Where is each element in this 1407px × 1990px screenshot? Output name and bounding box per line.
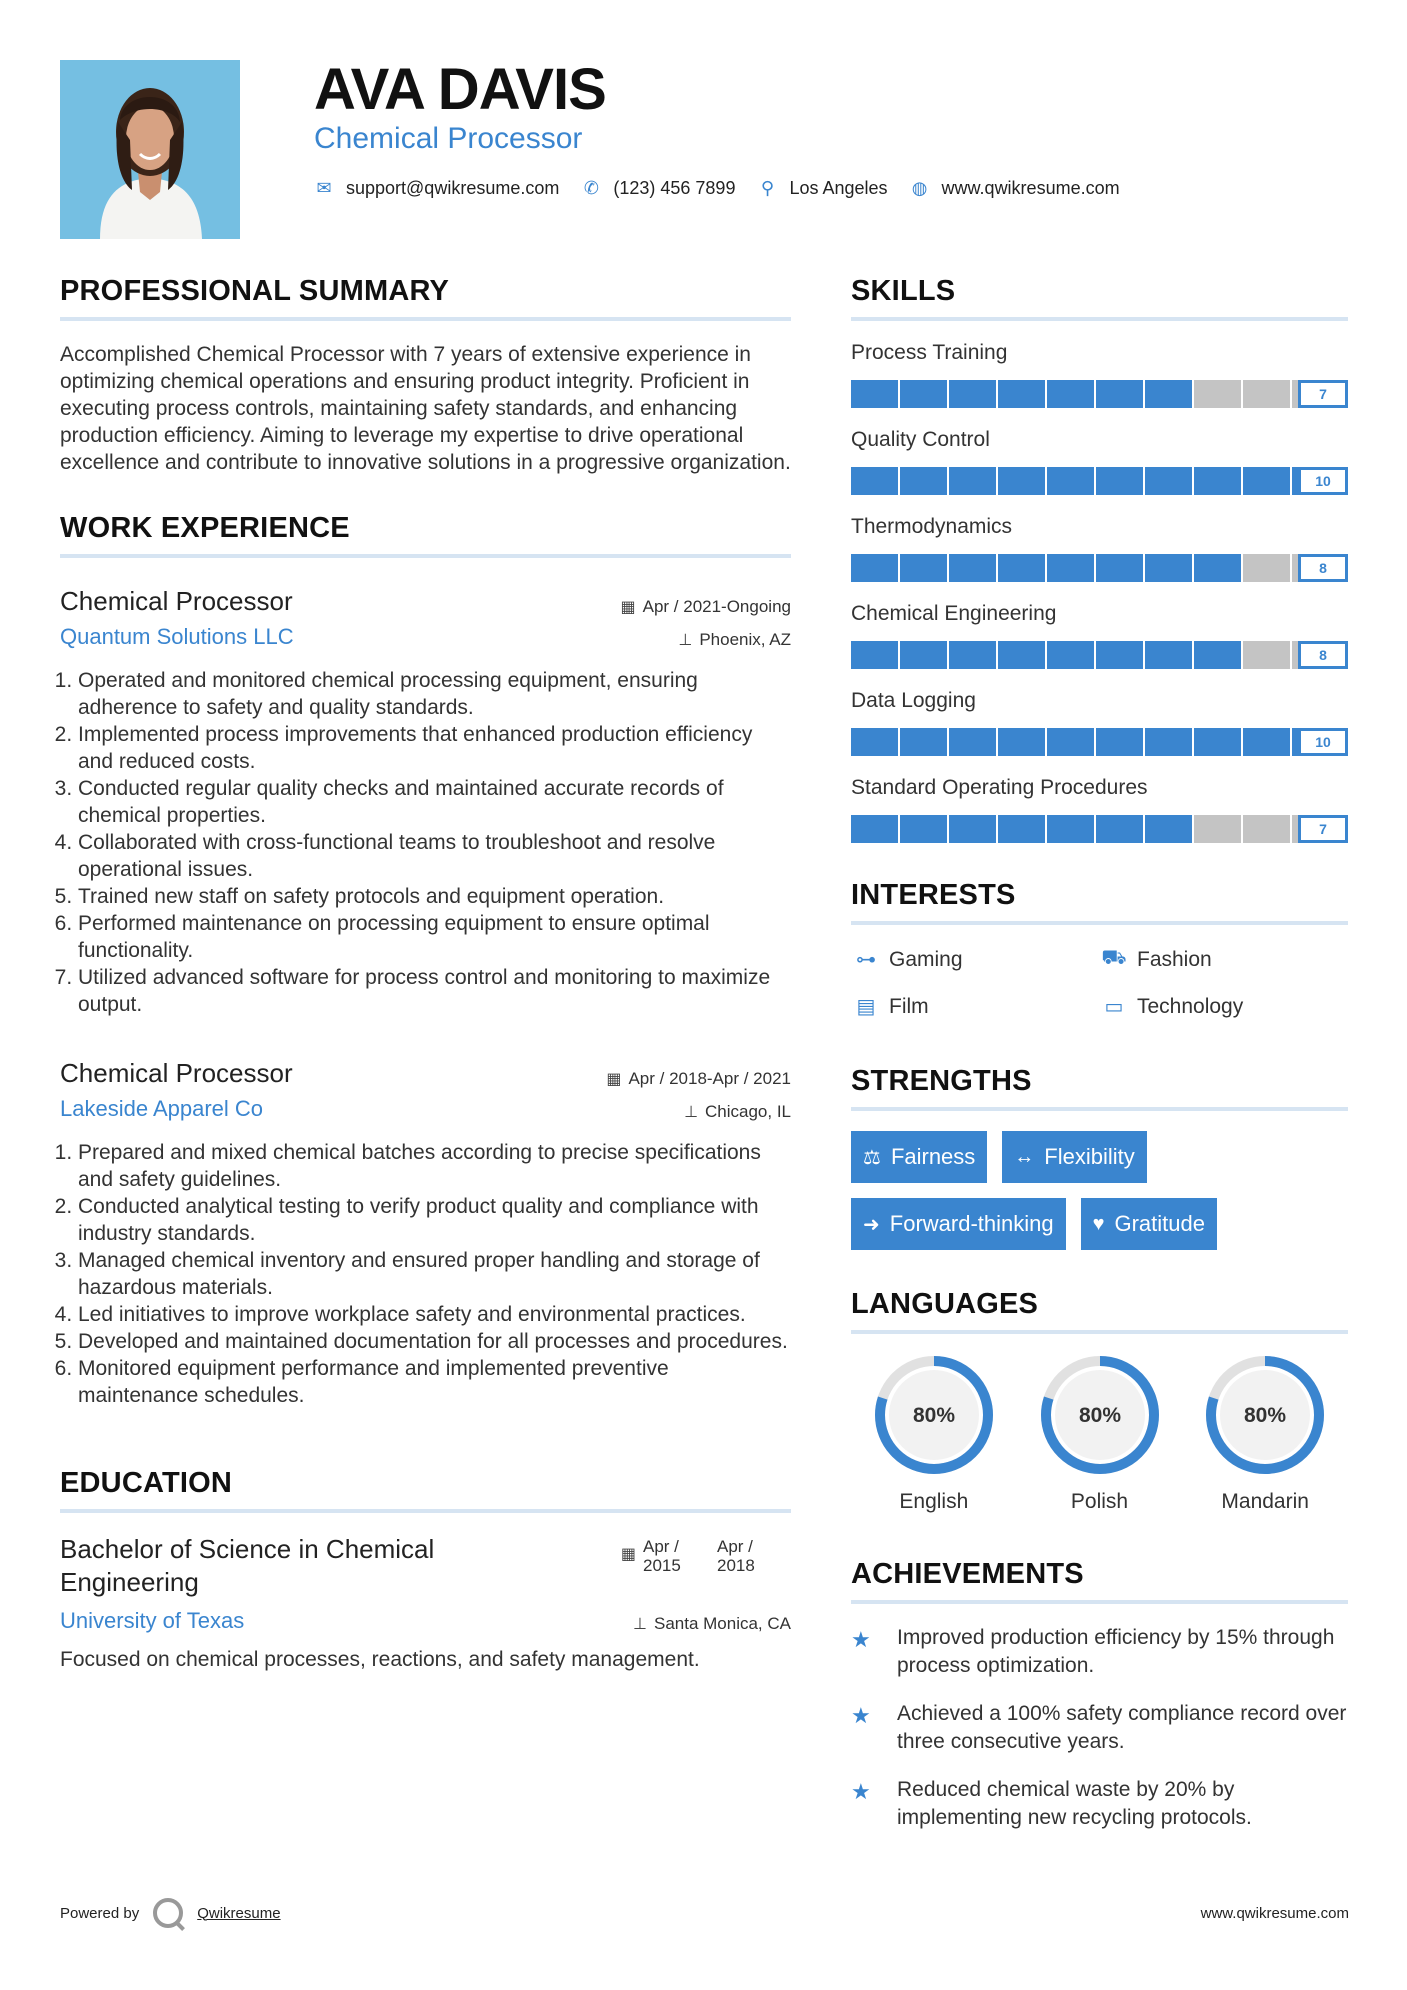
achievement-item [851, 1700, 1348, 1756]
experience-section [60, 512, 791, 1409]
language-donut [1204, 1354, 1326, 1476]
skill-bar [851, 467, 1348, 495]
skill-bar-segment [900, 467, 949, 495]
skill-bar-segment [949, 815, 998, 843]
skill-bar-segment [1145, 815, 1194, 843]
strength-label: Flexibility [1044, 1144, 1135, 1169]
job-date-wrap [606, 1069, 791, 1089]
education-section [60, 1467, 791, 1672]
star-icon: ★ [851, 1627, 871, 1652]
achievement-text: Improved production efficiency by 15% through process optimization. [897, 1626, 1335, 1677]
right-column [851, 275, 1348, 1832]
achievement-text: Achieved a 100% safety compliance record over three consecutive years. [897, 1702, 1347, 1753]
skill-bar-segment [998, 380, 1047, 408]
strength-tag [1002, 1131, 1146, 1183]
skill-bar-segment [998, 467, 1047, 495]
contact-bar [314, 178, 1142, 199]
skill-item [851, 776, 1348, 843]
job-location-wrap [678, 630, 791, 650]
balance-scale-icon: ⚖ [863, 1146, 881, 1169]
profile-photo [60, 60, 240, 239]
skill-bar-segment [851, 728, 900, 756]
section-title: LANGUAGES [851, 1288, 1348, 1334]
skill-bar-segment [851, 641, 900, 669]
education-description: Focused on chemical processes, reactions, and safety management. [60, 1648, 700, 1671]
list-item: 6. Monitored equipment performance and implemented preventive maintenance schedules. [78, 1355, 791, 1409]
section-title: WORK EXPERIENCE [60, 512, 791, 558]
skill-bar-segment [1194, 728, 1243, 756]
skill-bar [851, 815, 1348, 843]
contact-website[interactable]: www.qwikresume.com [941, 178, 1120, 198]
footer-url[interactable]: www.qwikresume.com [1200, 1905, 1349, 1922]
left-column [60, 275, 791, 1672]
skill-bar-segment [1194, 641, 1243, 669]
interest-item [851, 947, 1099, 972]
skill-bar-segment [998, 554, 1047, 582]
education-start: Apr / 2015 [643, 1537, 681, 1575]
profile-photo-illustration [60, 60, 240, 239]
calendar-icon: ▦ [620, 1546, 636, 1563]
education-location-wrap [633, 1614, 791, 1634]
section-title: EDUCATION [60, 1467, 791, 1513]
star-icon: ★ [851, 1703, 871, 1728]
skill-bar-segment [1145, 728, 1194, 756]
strengths-section [851, 1065, 1348, 1250]
skill-bar-segment [1047, 815, 1096, 843]
skills-section [851, 275, 1348, 843]
skill-level: 8 [1298, 641, 1348, 669]
envelope-icon: ✉ [316, 178, 332, 198]
skill-level: 10 [1298, 467, 1348, 495]
skill-bar-segment [1096, 380, 1145, 408]
languages-section [851, 1288, 1348, 1514]
skill-bar-segment [998, 728, 1047, 756]
list-item: 1. Operated and monitored chemical processing equipment, ensuring adherence to safety and quality standards. [78, 667, 791, 721]
strength-tag [1081, 1198, 1217, 1250]
skill-bar-segment [1096, 641, 1145, 669]
skill-bar [851, 728, 1348, 756]
skill-bar-segment [949, 641, 998, 669]
calendar-icon: ▦ [620, 599, 636, 616]
skill-bar-segment [851, 554, 900, 582]
list-item: 3. Conducted regular quality checks and maintained accurate records of chemical properties. [78, 775, 791, 829]
job-date: Apr / 2021-Ongoing [642, 597, 791, 616]
summary-text: Accomplished Chemical Processor with 7 years of extensive experience in optimizing chemical operations and ensuring product integrity. Proficient in executing process controls, maintaining safety standards, and enhancing production efficiency. Aiming to leverage my expertise to drive operational excellence and contribute to innovative solutions in a progressive organization. [60, 343, 791, 474]
interest-item [1099, 994, 1347, 1019]
list-item: 6. Performed maintenance on processing equipment to ensure optimal functionality. [78, 910, 791, 964]
interest-item [1099, 947, 1347, 972]
language-item [1182, 1354, 1348, 1514]
strength-tag [851, 1198, 1066, 1250]
contact-email[interactable]: support@qwikresume.com [346, 178, 560, 198]
skill-bar-segment [1047, 467, 1096, 495]
language-percent: 80% [912, 1404, 955, 1427]
skill-item [851, 341, 1348, 408]
arrow-right-icon: ➜ [863, 1213, 880, 1236]
skill-bar-segment [998, 641, 1047, 669]
job-location-wrap [684, 1102, 791, 1122]
company-name: Lakeside Apparel Co [60, 1096, 264, 1121]
footer-powered-by [60, 1898, 281, 1928]
skill-bar-segment [851, 380, 900, 408]
strengths-tags [851, 1131, 1281, 1250]
section-title: INTERESTS [851, 879, 1348, 925]
list-item: 2. Implemented process improvements that enhanced production efficiency and reduced costs. [78, 721, 791, 775]
language-item [1017, 1354, 1183, 1514]
skill-bar-segment [1096, 467, 1145, 495]
duty-list [60, 667, 791, 1018]
skill-bar-segment [949, 467, 998, 495]
film-icon: ▤ [856, 996, 876, 1018]
skill-bar-segment [900, 641, 949, 669]
achievement-item [851, 1624, 1348, 1680]
language-item [851, 1354, 1017, 1514]
education-end: Apr / 2018 [717, 1537, 755, 1575]
skill-bar-segment [1096, 554, 1145, 582]
skill-name: Standard Operating Procedures [851, 776, 1148, 799]
language-percent: 80% [1078, 1404, 1121, 1427]
section-title: STRENGTHS [851, 1065, 1348, 1111]
language-name: English [899, 1490, 969, 1513]
job-location: Phoenix, AZ [699, 630, 791, 649]
pushpin-icon: ⊥ [684, 1104, 698, 1121]
skill-bar-segment [851, 467, 900, 495]
skill-name: Data Logging [851, 689, 976, 712]
skill-bar-segment [1243, 467, 1292, 495]
language-name: Polish [1070, 1490, 1129, 1513]
skill-bar-segment [900, 815, 949, 843]
calendar-icon: ▦ [606, 1071, 622, 1088]
summary-section [60, 275, 791, 476]
skill-bar [851, 641, 1348, 669]
interest-label: Film [889, 994, 929, 1018]
contact-location: Los Angeles [789, 178, 888, 198]
skill-bar-segment [949, 380, 998, 408]
skill-bar-segment [1243, 554, 1292, 582]
skill-bar-segment [1047, 380, 1096, 408]
education-location: Santa Monica, CA [653, 1614, 791, 1633]
skill-bar-segment [1194, 554, 1243, 582]
interest-label: Gaming [889, 947, 963, 971]
brand-link[interactable]: Qwikresume [197, 1904, 281, 1922]
skill-bar-segment [1096, 728, 1145, 756]
arrows-horizontal-icon: ↔ [1014, 1145, 1035, 1168]
candidate-role: Chemical Processor [314, 122, 583, 155]
skill-item [851, 515, 1348, 582]
list-item: 5. Trained new staff on safety protocols and equipment operation. [78, 883, 791, 910]
globe-icon: ◍ [911, 178, 928, 198]
contact-phone[interactable]: (123) 456 7899 [613, 178, 736, 198]
skill-bar-segment [900, 728, 949, 756]
skill-bar-segment [1145, 380, 1194, 408]
strength-label: Gratitude [1114, 1211, 1205, 1236]
skill-bar-segment [1194, 380, 1243, 408]
skill-bar-segment [1047, 554, 1096, 582]
achievements-section [851, 1558, 1348, 1832]
job-title: Chemical Processor [60, 586, 293, 616]
skill-bar-segment [1243, 380, 1292, 408]
list-item: 1. Prepared and mixed chemical batches according to precise specifications and safety guidelines. [78, 1139, 791, 1193]
skill-bar-segment [1243, 815, 1292, 843]
shopping-bag-icon: ⛟ [1101, 947, 1127, 969]
skill-bar-segment [900, 554, 949, 582]
skill-bar [851, 554, 1348, 582]
interest-item [851, 994, 1099, 1019]
skill-name: Chemical Engineering [851, 602, 1057, 625]
skill-bar-segment [900, 380, 949, 408]
job-entry [60, 1058, 791, 1409]
skill-bar-segment [1194, 467, 1243, 495]
skill-bar-segment [851, 815, 900, 843]
language-name: Mandarin [1221, 1490, 1309, 1513]
language-donut [1039, 1354, 1161, 1476]
company-name: Quantum Solutions LLC [60, 624, 294, 649]
candidate-name: AVA DAVIS [314, 57, 606, 122]
skill-bar-segment [1145, 641, 1194, 669]
skill-level: 7 [1298, 815, 1348, 843]
skill-item [851, 602, 1348, 669]
skill-bar-segment [949, 554, 998, 582]
strength-label: Forward-thinking [889, 1211, 1054, 1236]
language-percent: 80% [1244, 1404, 1287, 1427]
job-entry [60, 586, 791, 1018]
job-date: Apr / 2018-Apr / 2021 [628, 1069, 791, 1088]
skill-name: Process Training [851, 341, 1008, 364]
school-name: University of Texas [60, 1608, 245, 1633]
language-donut [873, 1354, 995, 1476]
skill-bar-segment [1096, 815, 1145, 843]
skill-bar-segment [1145, 554, 1194, 582]
skill-bar [851, 380, 1348, 408]
interests-section [851, 879, 1348, 1019]
duty-list [60, 1139, 791, 1409]
map-pin-icon: ⚲ [760, 178, 775, 198]
section-title: SKILLS [851, 275, 1348, 321]
list-item: 2. Conducted analytical testing to verify product quality and compliance with industry standards. [78, 1193, 791, 1247]
pushpin-icon: ⊥ [678, 632, 693, 649]
strength-label: Fairness [890, 1144, 976, 1169]
pushpin-icon: ⊥ [633, 1616, 647, 1633]
list-item: 5. Developed and maintained documentation for all processes and procedures. [78, 1328, 791, 1355]
laptop-icon: ▭ [1104, 996, 1124, 1018]
interest-label: Fashion [1137, 947, 1212, 971]
skill-bar-segment [1194, 815, 1243, 843]
list-item: 7. Utilized advanced software for process control and monitoring to maximize output. [78, 964, 791, 1018]
skill-name: Thermodynamics [851, 515, 1013, 538]
powered-by-text: Powered by [60, 1904, 140, 1922]
job-title: Chemical Processor [60, 1058, 293, 1088]
phone-icon: ✆ [583, 178, 599, 198]
languages-list [851, 1354, 1348, 1514]
list-item: 4. Collaborated with cross-functional teams to troubleshoot and resolve operational issues. [78, 829, 791, 883]
skill-bar-segment [1047, 728, 1096, 756]
education-dates [621, 1537, 791, 1599]
achievement-item [851, 1776, 1348, 1832]
heart-icon: ♥ [1092, 1212, 1105, 1235]
skills-list [851, 341, 1348, 843]
list-item: 3. Managed chemical inventory and ensured proper handling and storage of hazardous materials. [78, 1247, 791, 1301]
skill-bar-segment [949, 728, 998, 756]
skill-bar-segment [1243, 728, 1292, 756]
section-title: ACHIEVEMENTS [851, 1558, 1348, 1604]
skill-level: 7 [1298, 380, 1348, 408]
interests-grid [851, 947, 1348, 1019]
list-item: 4. Led initiatives to improve workplace safety and environmental practices. [78, 1301, 791, 1328]
skill-item [851, 689, 1348, 756]
interest-label: Technology [1137, 994, 1244, 1018]
star-icon: ★ [851, 1779, 871, 1804]
skill-name: Quality Control [851, 428, 990, 451]
skill-bar-segment [1047, 641, 1096, 669]
job-location: Chicago, IL [705, 1102, 791, 1121]
gamepad-icon: ⊶ [856, 949, 876, 971]
skill-bar-segment [1243, 641, 1292, 669]
skill-item [851, 428, 1348, 495]
skill-level: 8 [1298, 554, 1348, 582]
skill-level: 10 [1298, 728, 1348, 756]
skill-bar-segment [998, 815, 1047, 843]
skill-bar-segment [1145, 467, 1194, 495]
qwikresume-logo-icon [153, 1898, 183, 1928]
section-title: PROFESSIONAL SUMMARY [60, 275, 791, 321]
strength-tag [851, 1131, 987, 1183]
degree-title: Bachelor of Science in Chemical Engineering [60, 1534, 435, 1597]
job-date-wrap [620, 597, 791, 617]
achievement-text: Reduced chemical waste by 20% by implementing new recycling protocols. [897, 1778, 1252, 1829]
